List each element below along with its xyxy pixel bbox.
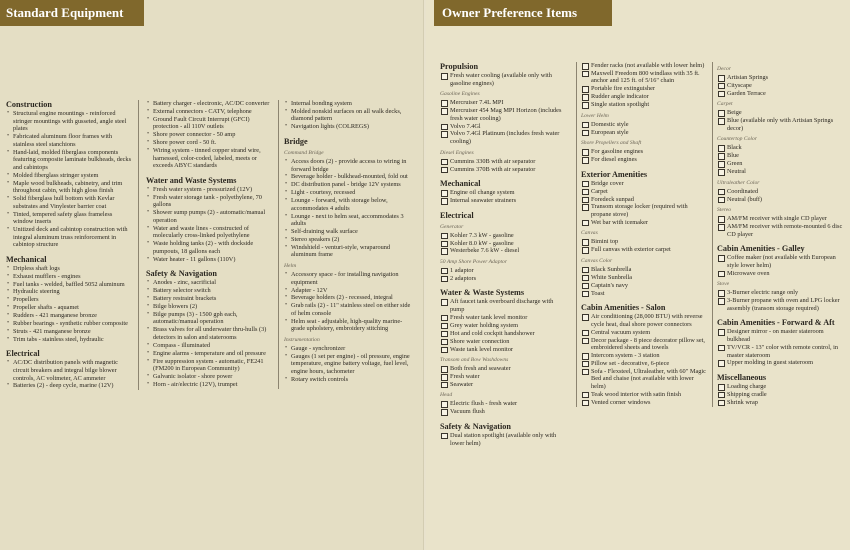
list-item: • Internal bonding system <box>284 100 412 108</box>
list-item: • Adapter - 12V <box>284 287 412 295</box>
item-list <box>581 238 709 253</box>
section-heading: Safety & Navigation <box>440 421 511 431</box>
item-list <box>440 189 568 204</box>
option-checkbox-item: Fresh water cooling (available only with gasoline engines) <box>440 72 568 87</box>
section-heading: Mechanical <box>440 179 481 189</box>
list-item: • Hand-laid, molded fiberglass components featuring composite laminate bulkheads, decks and cabintops <box>6 149 134 172</box>
option-checkbox-item: AM/FM receiver with single CD player <box>717 215 845 223</box>
item-list <box>440 267 568 282</box>
list-item: • Gauge - synchronizer <box>284 345 412 353</box>
section-heading: Cabin Amenities - Salon <box>581 303 666 313</box>
subsection-heading: Diesel Engines <box>440 149 474 156</box>
option-checkbox-item: Mercruiser 7.4L MPI <box>440 99 568 107</box>
option-checkbox-item: Kohler 8.0 kW - gasoline <box>440 240 568 248</box>
item-list <box>717 109 845 132</box>
option-checkbox-item: Seawater <box>440 381 568 389</box>
option-checkbox-item: Portable fire extinguisher <box>581 85 709 93</box>
section-heading: Miscellaneous <box>717 373 767 382</box>
list-item: • Accessory space - for installing navigation equipment <box>284 271 412 286</box>
list-item: • External connectors - CATV, telephone <box>146 108 274 116</box>
option-checkbox-item: 1 adaptor <box>440 267 568 275</box>
item-list <box>717 215 845 238</box>
list-item: • Waste holding tanks (2) - with dockside pumpouts, 18 gallons each <box>146 240 274 255</box>
item-list <box>717 383 845 406</box>
option-checkbox-item: Cummins 370B with air separator <box>440 166 568 174</box>
option-checkbox-item: Loading charge <box>717 383 845 391</box>
list-item: • Shower sump pumps (2) - automatic/manual operation <box>146 209 274 224</box>
section-heading: Mechanical <box>6 254 47 264</box>
option-checkbox-item: Shrink wrap <box>717 399 845 407</box>
option-checkbox-item: Decor package - 8 piece decorator pillow set, embroidered sheets and towels <box>581 337 709 352</box>
list-item: • Exhaust mufflers - engines <box>6 273 134 281</box>
option-checkbox-item: Carpet <box>581 188 709 196</box>
subsection-heading: Stove <box>717 281 730 288</box>
option-checkbox-item: 3-Burner electric range only <box>717 289 845 297</box>
option-checkbox-item: Fresh water <box>440 373 568 381</box>
item-list <box>581 313 709 406</box>
list-item: • Water and waste lines - constructed of molecularly cross-linked polyethylene <box>146 225 274 240</box>
section-heading: Electrical <box>440 210 474 220</box>
item-list <box>440 365 568 388</box>
list-item: • Horn - air/electric (12V), trumpet <box>146 381 274 389</box>
list-item: • AC/DC distribution panels with magnetic circuit breakers and integral bilge blower controls, AC voltmeter, AC ammeter <box>6 359 134 382</box>
list-item: • Stereo speakers (2) <box>284 236 412 244</box>
option-checkbox-item: Internal seawater strainers <box>440 197 568 205</box>
option-checkbox-item: Black Sunbrella <box>581 266 709 274</box>
list-item: • Water heater - 11 gallons (110V) <box>146 256 274 264</box>
option-checkbox-item: Cummins 330B with air separator <box>440 158 568 166</box>
item-list <box>717 254 845 277</box>
option-checkbox-item: Neutral (buff) <box>717 196 845 204</box>
option-checkbox-item: Intercom system - 3 station <box>581 352 709 360</box>
list-item: • Battery restraint brackets <box>146 295 274 303</box>
list-item: • Ground Fault Circuit Interrupt (GFCI) protection - all 110V outlets <box>146 116 274 131</box>
option-checkbox-item: Volvo 7.4Gl Platinum (includes fresh water cooling) <box>440 130 568 145</box>
option-checkbox-item: Vacuum flush <box>440 408 568 416</box>
subsection-heading: Head <box>440 392 453 399</box>
list-item: • Bilge pumps (3) - 1500 gph each, automatic/manual operation <box>146 311 274 326</box>
list-item: • Rudders - 421 manganese bronze <box>6 312 134 320</box>
list-item: • Fresh water storage tank - polyethylene, 70 gallons <box>146 194 274 209</box>
right-column-2 <box>576 62 709 407</box>
left-page <box>0 0 424 550</box>
list-item: • Navigation lights (COLREGS) <box>284 123 412 131</box>
list-item: • Fresh water system - pressurized (12V) <box>146 186 274 194</box>
list-item: • Propellers <box>6 296 134 304</box>
option-checkbox-item: 2 adaptors <box>440 275 568 283</box>
subsection-heading: Decor <box>717 66 731 72</box>
list-item: • Fuel tanks - welded, baffled 5052 aluminum <box>6 281 134 289</box>
option-checkbox-item: Grey water holding system <box>440 322 568 330</box>
subsection-heading: Command Bridge <box>284 149 324 156</box>
list-item: • Brass valves for all underwater thru-hulls (3) detectors in salon and staterooms <box>146 326 274 341</box>
option-checkbox-item: Shipping cradle <box>717 391 845 399</box>
option-checkbox-item: Artisian Springs <box>717 74 845 82</box>
option-checkbox-item: Teak wood interior with satin finish <box>581 391 709 399</box>
option-checkbox-item: 3-Burner propane with oven and LPG locker assembly (transom storage required) <box>717 297 845 312</box>
option-checkbox-item: Bimini top <box>581 238 709 246</box>
left-column-1 <box>6 100 139 390</box>
item-list <box>581 62 709 109</box>
list-item: • DC distribution panel - bridge 12V systems <box>284 181 412 189</box>
list-item: • Unitized deck and cabintop construction with integral aluminum truss reinforcement in cabintop structure <box>6 226 134 249</box>
list-item: • Molded nonskid surfaces on all walk decks, diamond pattern <box>284 108 412 123</box>
subsection-heading: Countertop Color <box>717 136 757 143</box>
option-checkbox-item: Dual station spotlight (available only with lower helm) <box>440 432 568 447</box>
option-checkbox-item: Designer mirror - on master stateroom bulkhead <box>717 328 845 343</box>
list-item: • Maple wood bulkheads, cabinetry, and trim throughout cabin, with high gloss finish <box>6 180 134 195</box>
option-checkbox-item: Bridge cover <box>581 180 709 188</box>
option-checkbox-item: Aft faucet tank overboard discharge with pump <box>440 298 568 313</box>
option-checkbox-item: Beige <box>717 109 845 117</box>
list-item: • Fabricated aluminum floor frames with stainless steel stanchions <box>6 133 134 148</box>
section-heading: Water and Waste Systems <box>146 175 237 185</box>
option-checkbox-item: Neutral <box>717 168 845 176</box>
list-item: • Fire suppression system - automatic, FE241 (FM200 in European Community) <box>146 358 274 373</box>
option-checkbox-item: Electric flush - fresh water <box>440 400 568 408</box>
option-checkbox-item: AM/FM receiver with remote-mounted 6 disc CD player <box>717 223 845 238</box>
item-list <box>440 72 568 87</box>
option-checkbox-item: Sofa - Flexsteel, Ultraleather, with 60" Magic Bed and chaise (not available with lower helm) <box>581 368 709 391</box>
option-checkbox-item: Single station spotlight <box>581 101 709 109</box>
list-item: • Beverage holders (2) - recessed, integral <box>284 294 412 302</box>
item-list <box>440 298 568 353</box>
list-item: • Lounge - forward, with storage below, accommodates 4 adults <box>284 197 412 212</box>
option-checkbox-item: Central vacuum system <box>581 329 709 337</box>
option-checkbox-item: Pillow set - decorative, 6-piece <box>581 360 709 368</box>
item-list <box>440 99 568 145</box>
list-item: • Shore power cord - 50 ft. <box>146 139 274 147</box>
option-checkbox-item: TV/VCR - 13" color with remote control, in master stateroom <box>717 344 845 359</box>
right-column-1 <box>440 62 568 447</box>
option-checkbox-item: Coffee maker (not available with European style lower helm) <box>717 254 845 269</box>
option-checkbox-item: Wet bar with icemaker <box>581 219 709 227</box>
subsection-heading: Ultraleather Color <box>717 179 760 186</box>
subsection-heading: Transom and Bow Washdowns <box>440 357 509 364</box>
subsection-heading: Instrumentation <box>284 337 320 343</box>
option-checkbox-item: Cityscape <box>717 82 845 90</box>
list-item: • Light - courtesy, recessed <box>284 189 412 197</box>
option-checkbox-item: Shore water connection <box>440 338 568 346</box>
item-list <box>717 188 845 203</box>
option-checkbox-item: Upper molding in guest stateroom <box>717 359 845 367</box>
option-checkbox-item: Kohler 7.3 kW - gasoline <box>440 232 568 240</box>
left-column-3 <box>284 100 412 384</box>
option-checkbox-item: Fender racks (not available with lower helm) <box>581 62 709 70</box>
subsection-heading: 50 Amp Shore Power Adaptor <box>440 258 508 265</box>
right-page <box>426 0 850 550</box>
option-checkbox-item: For gasoline engines <box>581 148 709 156</box>
section-heading: Cabin Amenities - Galley <box>717 244 805 254</box>
option-checkbox-item: Microwave oven <box>717 270 845 278</box>
list-item: • Solid fiberglass hull bottom with Kevlar substrates and Vinylester barrier coat <box>6 195 134 210</box>
option-checkbox-item: Full canvas with exterior carpet <box>581 246 709 254</box>
list-item: • Bilge blowers (2) <box>146 303 274 311</box>
list-item: • Wiring system - tinned copper strand wire, harnessed, color-coded, labeled, meets or exceeds ABYC standards <box>146 147 274 170</box>
list-item: • Gauges (1 set per engine) - oil pressure, engine temperature, engine battery voltage, fuel level, engine hours, tachometer <box>284 353 412 376</box>
option-checkbox-item: Westerbeke 7.6 kW - diesel <box>440 247 568 255</box>
list-item: • Galvanic isolator - shore power <box>146 373 274 381</box>
option-checkbox-item: For diesel engines <box>581 156 709 164</box>
section-heading: Exterior Amenities <box>581 169 648 179</box>
item-list <box>581 266 709 297</box>
list-item: • Rotary switch controls <box>284 376 412 384</box>
option-checkbox-item: Blue <box>717 152 845 160</box>
option-checkbox-item: Maxwell Freedom 800 windlass with 35 ft. anchor and 125 ft. of 5/16" chain <box>581 70 709 85</box>
item-list <box>284 271 412 333</box>
option-checkbox-item: Domestic style <box>581 121 709 129</box>
list-item: • Hydraulic steering <box>6 288 134 296</box>
item-list <box>284 158 412 259</box>
item-list <box>146 100 274 170</box>
option-checkbox-item: Captain's navy <box>581 282 709 290</box>
list-item: • Helm seat - adjustable, high-quality marine-grade upholstery, embroidery stitching <box>284 318 412 333</box>
subsection-heading: Gasoline Engines <box>440 91 480 98</box>
list-item: • Batteries (2) - deep cycle, marine (12V) <box>6 382 134 390</box>
list-item: • Molded fiberglass stringer system <box>6 172 134 180</box>
subsection-heading: Canvas <box>581 230 598 237</box>
option-checkbox-item: Volvo 7.4Gl <box>440 123 568 131</box>
option-checkbox-item: Foredeck sunpad <box>581 196 709 204</box>
item-list <box>440 158 568 173</box>
option-checkbox-item: Rudder angle indicator <box>581 93 709 101</box>
list-item: • Propeller shafts - aquamet <box>6 304 134 312</box>
option-checkbox-item: Mercruiser 454 Mag MPI Horizon (includes fresh water cooling) <box>440 107 568 122</box>
section-heading: Cabin Amenities - Forward & Aft <box>717 318 835 328</box>
list-item: • Battery charger - electronic, AC/DC converter <box>146 100 274 108</box>
item-list <box>284 345 412 384</box>
option-checkbox-item: Green <box>717 160 845 168</box>
subsection-heading: Canvas Color <box>581 257 613 264</box>
list-item: • Tinted, tempered safety glass frameless window inserts <box>6 211 134 226</box>
option-checkbox-item: Waste tank level monitor <box>440 346 568 354</box>
list-item: • Self-draining walk surface <box>284 228 412 236</box>
right-column-3 <box>712 62 845 407</box>
section-heading: Water & Waste Systems <box>440 288 525 298</box>
list-item: • Shore power connector - 50 amp <box>146 131 274 139</box>
section-heading: Bridge <box>284 136 308 146</box>
item-list <box>6 359 134 390</box>
list-item: • Lounge - next to helm seat, accommodates 3 adults <box>284 213 412 228</box>
item-list <box>6 110 134 249</box>
option-checkbox-item: Hot and cold cockpit handshower <box>440 330 568 338</box>
item-list <box>717 144 845 175</box>
item-list <box>6 265 134 344</box>
item-list <box>717 74 845 97</box>
list-item: • Trim tabs - stainless steel, hydraulic <box>6 336 134 344</box>
item-list <box>717 289 845 312</box>
option-checkbox-item: Fresh water tank level monitor <box>440 314 568 322</box>
left-column-2 <box>146 100 279 389</box>
list-item: • Access doors (2) - provide access to wiring in forward bridge <box>284 158 412 173</box>
item-list <box>146 279 274 388</box>
owner-preference-banner: Owner Preference Items <box>434 0 612 26</box>
list-item: • Grab rails (2) - 11" stainless steel on either side of helm console <box>284 302 412 317</box>
subsection-heading: Generator <box>440 223 464 230</box>
option-checkbox-item: Transom storage locker (required with propane stove) <box>581 203 709 218</box>
option-checkbox-item: Both fresh and seawater <box>440 365 568 373</box>
list-item: • Compass - illuminated <box>146 342 274 350</box>
list-item: • Battery selector switch <box>146 287 274 295</box>
section-heading: Construction <box>6 100 52 109</box>
section-heading: Electrical <box>6 349 40 359</box>
item-list <box>284 100 412 131</box>
list-item: • Windshield - venturi-style, wraparound aluminum frame <box>284 244 412 259</box>
list-item: • Rubber bearings - synthetic rubber composite <box>6 320 134 328</box>
item-list <box>440 432 568 447</box>
option-checkbox-item: Black <box>717 144 845 152</box>
option-checkbox-item: Air conditioning (28,000 BTU) with reverse cycle heat, dual shore power connectors <box>581 313 709 328</box>
option-checkbox-item: Engine oil change system <box>440 189 568 197</box>
list-item: • Dripless shaft logs <box>6 265 134 273</box>
section-heading: Safety & Navigation <box>146 269 217 279</box>
item-list <box>581 148 709 163</box>
option-checkbox-item: Coordinated <box>717 188 845 196</box>
item-list <box>440 400 568 415</box>
option-checkbox-item: White Sunbrella <box>581 274 709 282</box>
list-item: • Engine alarms - temperature and oil pressure <box>146 350 274 358</box>
list-item: • Struts - 421 manganese bronze <box>6 328 134 336</box>
option-checkbox-item: Blue (available only with Artisian Springs decor) <box>717 117 845 132</box>
option-checkbox-item: Vented corner windows <box>581 399 709 407</box>
item-list <box>581 180 709 227</box>
item-list <box>440 232 568 255</box>
list-item: • Anodes - zinc, sacrificial <box>146 279 274 287</box>
option-checkbox-item: Garden Terrace <box>717 90 845 98</box>
standard-equipment-banner: Standard Equipment <box>0 0 144 26</box>
subsection-heading: Helm <box>284 263 297 270</box>
item-list <box>717 328 845 367</box>
subsection-heading: Carpet <box>717 101 733 108</box>
section-heading: Propulsion <box>440 62 479 71</box>
option-checkbox-item: European style <box>581 129 709 137</box>
subsection-heading: Lower Helm <box>581 112 609 119</box>
subsection-heading: Stereo <box>717 207 732 214</box>
option-checkbox-item: Toast <box>581 290 709 298</box>
item-list <box>146 186 274 263</box>
item-list <box>581 121 709 136</box>
list-item: • Structural engine mountings - reinforced stringer mountings with gusseted, angle steel plates <box>6 110 134 133</box>
subsection-heading: Shore Propellers and Shaft <box>581 140 642 147</box>
list-item: • Beverage holder - bulkhead-mounted, fold out <box>284 173 412 181</box>
